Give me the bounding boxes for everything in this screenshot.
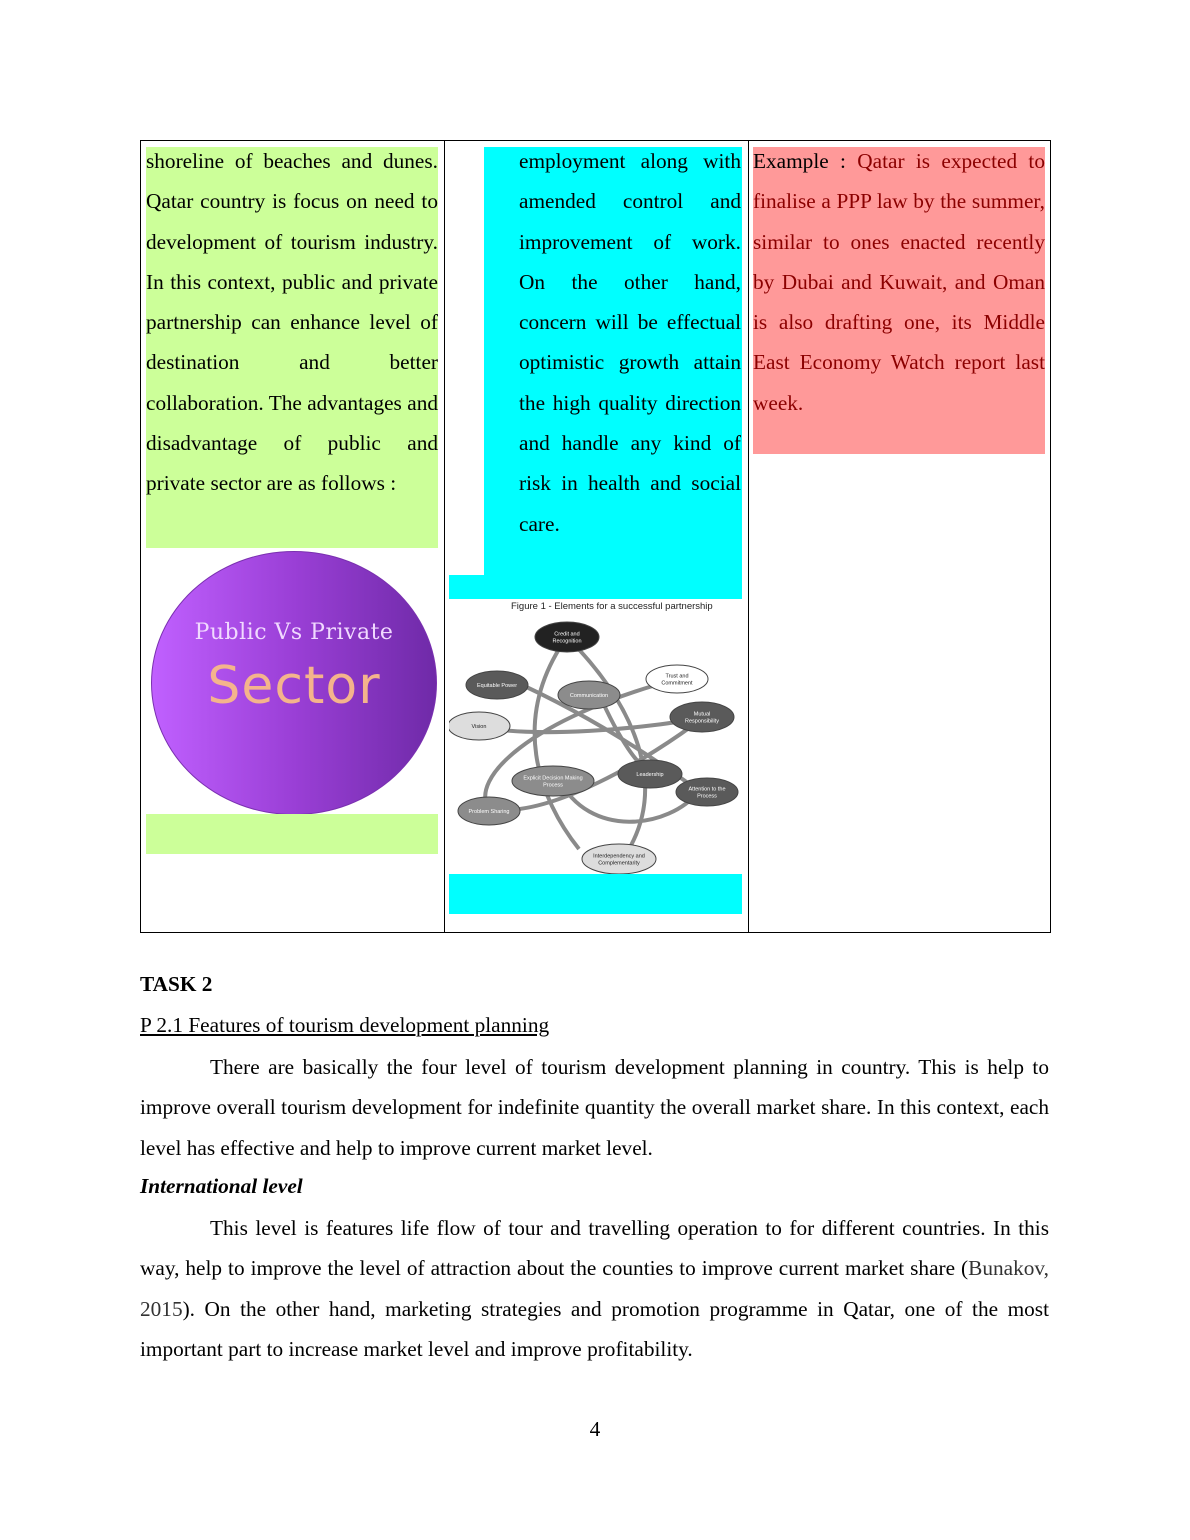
- diagram-node-attention: [676, 778, 738, 806]
- diagram-node-label: Leadership: [636, 772, 664, 778]
- diagram-node-label: Recognition: [552, 638, 582, 645]
- diagram-node-label: Credit and: [554, 631, 580, 638]
- diagram-node-label: Interdependency and: [593, 853, 645, 860]
- table-cell-public-private: [141, 141, 445, 932]
- diagram-node-vision: [449, 712, 510, 740]
- image-title-line1: Public Vs Private: [194, 620, 394, 645]
- section-subheading: P 2.1 Features of tourism development planning: [140, 1013, 550, 1037]
- diagram-node-explicit: [512, 766, 594, 796]
- diagram-node-communication: [558, 681, 620, 709]
- diagram-node-label: Trust and: [665, 673, 689, 680]
- paragraph-text: There are basically the four level of tourism development planning in country. This is help to improve overall tourism development for indefinite quantity the overall market share. In this context, each level has effective and help to improve current market level.: [140, 1055, 1049, 1160]
- international-level-heading: International level: [140, 1174, 303, 1198]
- diagram-node-equitable: [466, 671, 528, 699]
- diagram-node-label: Commitment: [661, 680, 693, 687]
- example-text: Qatar is expected to finalise a PPP law by the summer, similar to ones enacted recently by Dubai and Kuwait, and Oman is also drafting one, its Middle East Economy Watch report last week.: [753, 149, 1045, 415]
- diagram-node-problem: [458, 797, 520, 825]
- diagram-node-label: Communication: [569, 693, 609, 699]
- diagram-node-label: Equitable Power: [476, 683, 518, 689]
- paragraph-text: ). On the other hand, marketing strategies and promotion programme in Qatar, one of the most important part to increase market level and improve profitability.: [140, 1296, 1049, 1361]
- diagram-link: [535, 637, 582, 849]
- example-label: Example :: [753, 149, 858, 173]
- diagram-node-label: Responsibility: [685, 718, 719, 725]
- diagram-node-leadership: [618, 760, 682, 788]
- table-cell-example: [748, 141, 1050, 932]
- page-number: 4: [589, 1417, 601, 1441]
- partnership-diagram: [449, 599, 742, 874]
- cyan-highlight-strip: [449, 874, 742, 914]
- task-heading: TASK 2: [140, 972, 213, 996]
- cell-text: shoreline of beaches and dunes. Qatar country is focus on need to development of tourism industry. In this context, public and private partnership can enhance level of destination and better collaboration. The advantages and disadvantage of public and private sector are as follows :: [146, 149, 438, 496]
- content-table: [140, 140, 1051, 933]
- diagram-node-credit: [535, 622, 599, 652]
- cell-text: employment along with amended control and improvement of work. On the other hand, concern will be effectual optimistic growth attain the high quality direction and handle any kind of risk in health and social care.: [519, 149, 741, 536]
- paragraph: [140, 1047, 1049, 1168]
- citation: Bunakov, 2015: [140, 1256, 1049, 1321]
- diagram-node-label: Complementarity: [598, 860, 640, 867]
- sector-ellipse: [151, 551, 437, 815]
- diagram-node-interdep: [582, 844, 656, 874]
- diagram-node-trust: [646, 665, 708, 693]
- partnership-figure: [449, 599, 742, 874]
- cell-text: [753, 141, 1045, 423]
- public-vs-private-image: [146, 548, 438, 854]
- paragraph-text: This level is features life flow of tour and travelling operation to for different countries. In this way, help to improve the level of attraction about the counties to improve current market share (: [140, 1216, 1049, 1281]
- figure-caption: Figure 1 - Elements for a successful partnership: [511, 601, 713, 612]
- diagram-node-label: Mutual: [693, 711, 711, 718]
- cyan-highlight-lower: [449, 575, 742, 601]
- diagram-node-label: Explicit Decision Making: [523, 775, 583, 782]
- diagram-node-label: Problem Sharing: [468, 809, 510, 815]
- diagram-node-label: Attention to the: [688, 786, 726, 793]
- table-cell-employment: [444, 141, 749, 932]
- green-highlight-strip: [146, 814, 438, 854]
- diagram-node-label: Vision: [471, 724, 487, 730]
- diagram-node-label: Process: [543, 782, 563, 789]
- image-title-line2: Sector: [207, 656, 381, 716]
- diagram-node-mutual: [670, 702, 734, 732]
- paragraph: [140, 1208, 1049, 1369]
- diagram-node-label: Process: [697, 793, 717, 800]
